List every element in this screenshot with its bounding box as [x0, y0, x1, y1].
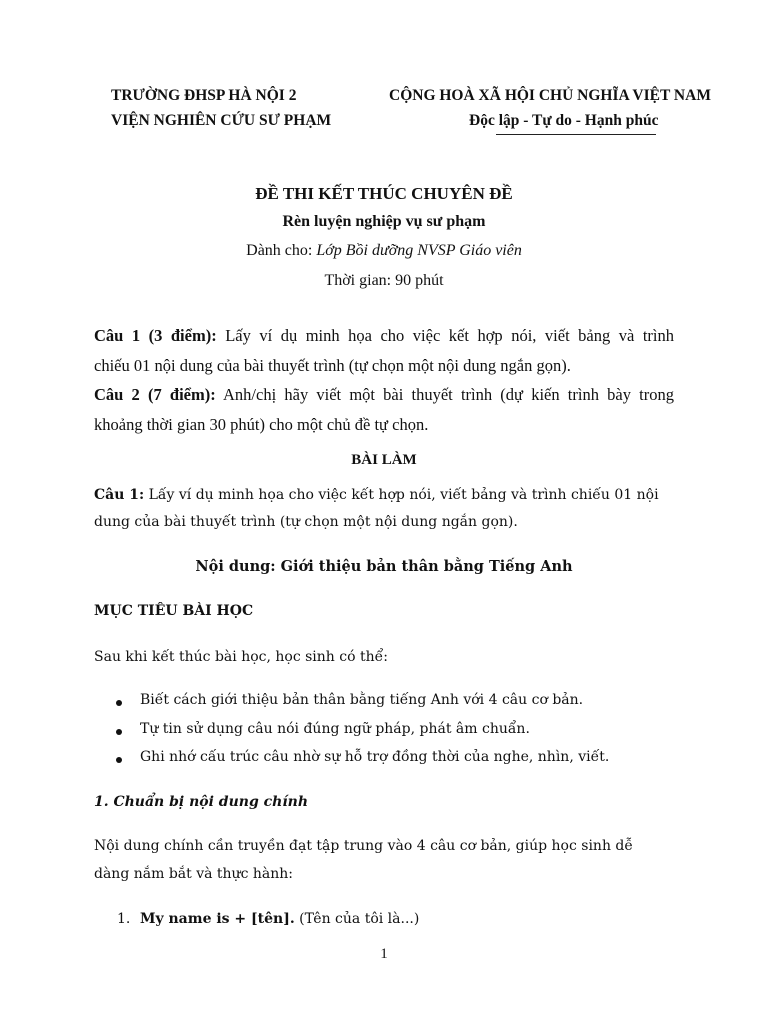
objectives-heading: MỤC TIÊU BÀI HỌC — [94, 603, 254, 619]
objectives-intro: Sau khi kết thúc bài học, học sinh có thể: — [94, 649, 388, 665]
section-1-text-line-2: dàng nắm bắt và thực hành: — [94, 866, 293, 882]
motto-underline — [496, 134, 656, 135]
national-title: CỘNG HOÀ XÃ HỘI CHỦ NGHĨA VIỆT NAM — [389, 87, 711, 104]
objective-item: Ghi nhớ cấu trúc câu nhờ sự hỗ trợ đồng thời của nghe, nhìn, viết. — [140, 749, 610, 765]
numbered-item-1-translation: (Tên của tôi là...) — [294, 911, 420, 927]
exam-title: ĐỀ THI KẾT THÚC CHUYÊN ĐỀ — [255, 184, 513, 203]
exam-target — [0, 242, 768, 260]
answer-question-1-text: Lấy ví dụ minh họa cho việc kết hợp nói, viết bảng và trình chiếu 01 nội — [144, 487, 659, 503]
bullet-marker — [116, 757, 122, 763]
exam-target-label: Dành cho: — [246, 242, 317, 259]
answer-question-1-line-1 — [94, 487, 659, 503]
bullet-marker — [116, 729, 122, 735]
institute-name: VIỆN NGHIÊN CỨU SƯ PHẠM — [111, 112, 332, 129]
numbered-item-1-phrase: My name is + [tên]. — [140, 911, 295, 927]
school-name: TRƯỜNG ĐHSP HÀ NỘI 2 — [111, 87, 297, 104]
exam-time: Thời gian: 90 phút — [324, 272, 444, 289]
question-1-label: Câu 1 (3 điểm): — [94, 326, 217, 345]
question-2-label: Câu 2 (7 điểm): — [94, 385, 216, 404]
section-1-heading: 1. Chuẩn bị nội dung chính — [94, 794, 308, 810]
content-title: Nội dung: Giới thiệu bản thân bằng Tiếng Anh — [195, 558, 573, 575]
question-2-line-2: khoảng thời gian 30 phút) cho một chủ đề tự chọn. — [94, 415, 429, 434]
answer-heading: BÀI LÀM — [351, 452, 417, 468]
numbered-item-1 — [117, 911, 130, 927]
question-2-text: Anh/chị hãy viết một bài thuyết trình (dự kiến trình bày trong — [215, 385, 674, 404]
exam-target-value: Lớp Bồi dưỡng NVSP Giáo viên — [316, 242, 522, 259]
answer-question-1-label: Câu 1: — [94, 487, 145, 503]
question-1-line-1 — [94, 326, 674, 346]
numbered-item-1-text — [140, 911, 419, 927]
exam-subtitle: Rèn luyện nghiệp vụ sư phạm — [282, 213, 486, 230]
bullet-marker — [116, 700, 122, 706]
section-1-text-line-1: Nội dung chính cần truyền đạt tập trung vào 4 câu cơ bản, giúp học sinh dễ — [94, 838, 633, 854]
numbered-item-1-number: 1. — [117, 911, 131, 927]
page-number: 1 — [380, 946, 388, 962]
objective-item: Tự tin sử dụng câu nói đúng ngữ pháp, phát âm chuẩn. — [140, 721, 530, 737]
national-motto: Độc lập - Tự do - Hạnh phúc — [469, 112, 659, 129]
answer-question-1-line-2: dung của bài thuyết trình (tự chọn một nội dung ngắn gọn). — [94, 514, 518, 530]
objective-item: Biết cách giới thiệu bản thân bằng tiếng Anh với 4 câu cơ bản. — [140, 692, 584, 708]
question-1-line-2: chiếu 01 nội dung của bài thuyết trình (tự chọn một nội dung ngắn gọn). — [94, 356, 571, 375]
question-1-text: Lấy ví dụ minh họa cho việc kết hợp nói, viết bảng và trình — [216, 326, 674, 345]
question-2-line-1 — [94, 385, 674, 405]
